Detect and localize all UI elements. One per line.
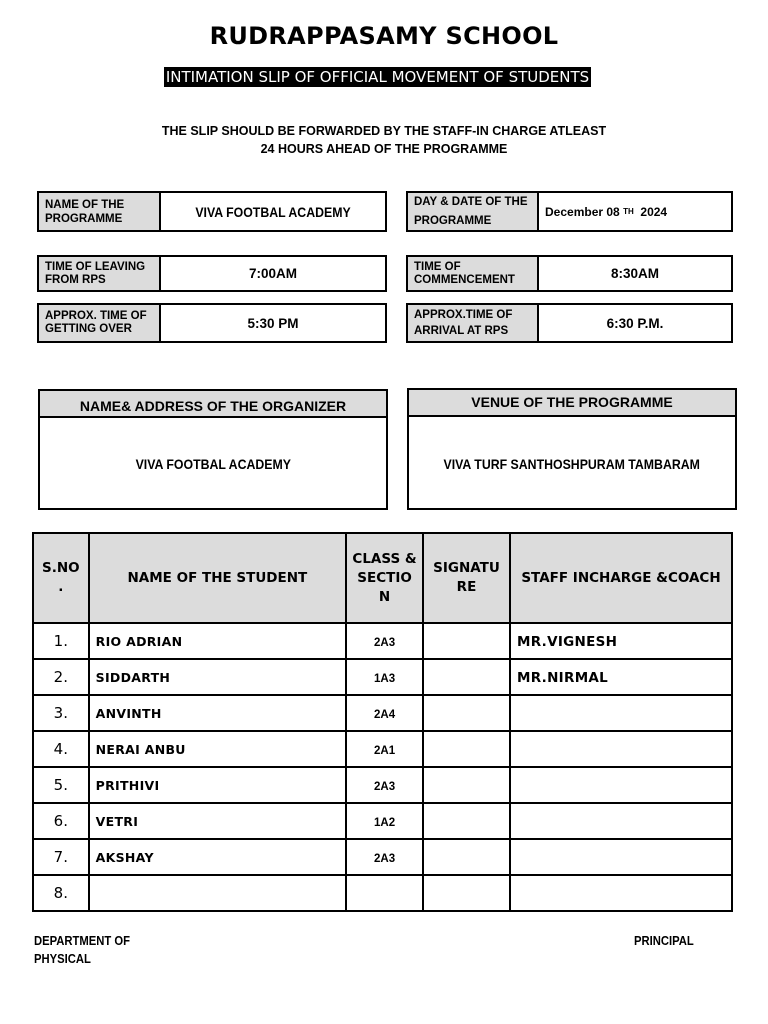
getting-over-time-value: 5:30 PM <box>247 315 299 331</box>
programme-name-box <box>37 191 387 232</box>
date-year: 2024 <box>640 204 668 219</box>
row-class: 1A2 <box>346 803 423 839</box>
table-row <box>33 875 732 911</box>
header-staff-incharge: STAFF INCHARGE &COACH <box>510 533 732 623</box>
programme-name-label: NAME OF THE PROGRAMME <box>39 193 161 230</box>
row-signature <box>423 875 510 911</box>
arrival-time-label: APPROX.TIME OF ARRIVAL AT RPS <box>408 305 539 341</box>
department-signature <box>34 932 141 968</box>
row-student-name: AKSHAY <box>89 839 346 875</box>
table-row <box>33 695 732 731</box>
row-sno: 7. <box>33 839 89 875</box>
row-sno: 4. <box>33 731 89 767</box>
row-student-name: ANVINTH <box>89 695 346 731</box>
row-staff <box>510 875 732 911</box>
getting-over-time-label: APPROX. TIME OF GETTING OVER <box>39 305 161 341</box>
note-line-1: THE SLIP SHOULD BE FORWARDED BY THE STAFF-IN CHARGE ATLEAST <box>161 124 607 138</box>
row-signature <box>423 695 510 731</box>
row-signature <box>423 839 510 875</box>
table-row <box>33 623 732 659</box>
row-class: 2A3 <box>346 623 423 659</box>
leaving-time-box <box>37 255 387 292</box>
table-header-row <box>33 533 732 623</box>
organizer-panel <box>38 389 388 510</box>
table-row <box>33 731 732 767</box>
note-line-2: 24 HOURS AHEAD OF THE PROGRAMME <box>260 142 508 156</box>
row-class: 2A1 <box>346 731 423 767</box>
table-row <box>33 659 732 695</box>
principal-signature <box>634 932 700 950</box>
row-class: 2A3 <box>346 839 423 875</box>
venue-heading: VENUE OF THE PROGRAMME <box>409 390 735 417</box>
slip-title: INTIMATION SLIP OF OFFICIAL MOVEMENT OF STUDENTS <box>165 68 590 86</box>
row-staff <box>510 731 732 767</box>
row-staff: MR.NIRMAL <box>510 659 732 695</box>
programme-name-value: VIVA FOOTBAL ACADEMY <box>195 203 351 220</box>
date-prefix: December 08 <box>545 204 620 219</box>
arrival-time-box <box>406 303 733 343</box>
row-staff <box>510 695 732 731</box>
row-sno: 5. <box>33 767 89 803</box>
row-signature <box>423 803 510 839</box>
date-suffix: TH <box>623 207 634 216</box>
arrival-time-value: 6:30 P.M. <box>606 315 664 331</box>
row-class: 2A4 <box>346 695 423 731</box>
row-student-name <box>89 875 346 911</box>
programme-date-box <box>406 191 733 232</box>
header-signature: SIGNATU RE <box>423 533 510 623</box>
row-signature <box>423 623 510 659</box>
row-signature <box>423 659 510 695</box>
row-sno: 2. <box>33 659 89 695</box>
row-signature <box>423 767 510 803</box>
row-student-name: PRITHIVI <box>89 767 346 803</box>
organizer-value: VIVA FOOTBAL ACADEMY <box>135 456 291 472</box>
header-student-name: NAME OF THE STUDENT <box>89 533 346 623</box>
programme-date-label: DAY & DATE OF THE PROGRAMME <box>408 193 539 230</box>
venue-panel <box>407 388 737 510</box>
row-staff <box>510 803 732 839</box>
leaving-time-label: TIME OF LEAVING FROM RPS <box>39 257 161 290</box>
row-sno: 1. <box>33 623 89 659</box>
table-row <box>33 803 732 839</box>
commencement-time-box <box>406 255 733 292</box>
organizer-heading: NAME& ADDRESS OF THE ORGANIZER <box>40 391 386 418</box>
students-table <box>32 532 733 912</box>
row-student-name: NERAI ANBU <box>89 731 346 767</box>
venue-value: VIVA TURF SANTHOSHPURAM TAMBARAM <box>443 455 701 472</box>
row-staff: MR.VIGNESH <box>510 623 732 659</box>
principal-label: PRINCIPAL <box>634 934 694 948</box>
commencement-time-label: TIME OF COMMENCEMENT <box>408 257 539 290</box>
row-signature <box>423 731 510 767</box>
getting-over-time-box <box>37 303 387 343</box>
row-student-name: SIDDARTH <box>89 659 346 695</box>
programme-date-value <box>539 193 731 230</box>
leaving-time-value: 7:00AM <box>248 266 297 281</box>
row-sno: 3. <box>33 695 89 731</box>
row-class: 2A3 <box>346 767 423 803</box>
commencement-time-value: 8:30AM <box>610 266 659 281</box>
header-class-section: CLASS & SECTIO N <box>346 533 423 623</box>
row-class: 1A3 <box>346 659 423 695</box>
department-line-1: DEPARTMENT OF <box>34 934 131 948</box>
table-row <box>33 839 732 875</box>
row-sno: 8. <box>33 875 89 911</box>
forwarding-note <box>0 122 768 158</box>
slip-title-wrap <box>0 67 755 87</box>
row-student-name: RIO ADRIAN <box>89 623 346 659</box>
header-sno: S.NO . <box>33 533 89 623</box>
row-student-name: VETRI <box>89 803 346 839</box>
school-name: RUDRAPPASAMY SCHOOL <box>209 22 559 50</box>
department-line-2: PHYSICAL <box>34 952 91 966</box>
row-class <box>346 875 423 911</box>
table-row <box>33 767 732 803</box>
row-sno: 6. <box>33 803 89 839</box>
row-staff <box>510 839 732 875</box>
row-staff <box>510 767 732 803</box>
